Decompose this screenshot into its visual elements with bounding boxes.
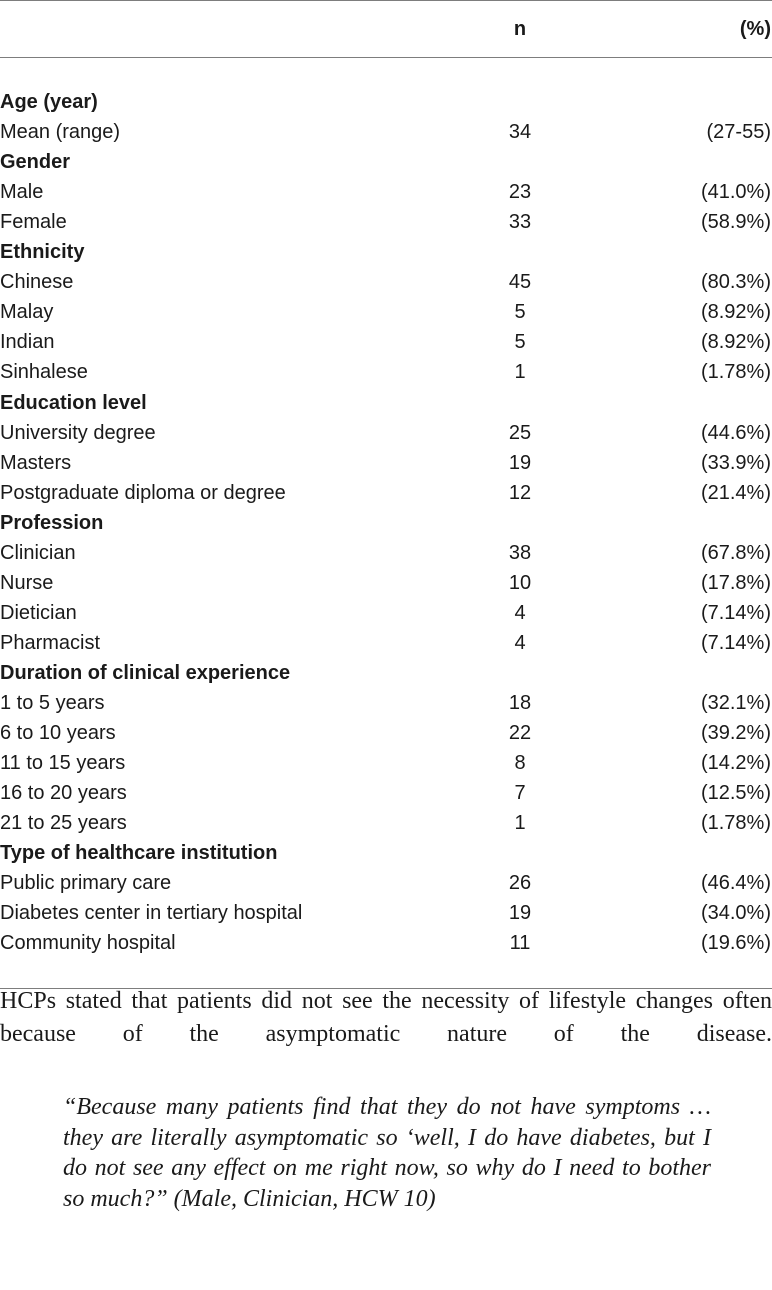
row-pct: (17.8%) bbox=[700, 571, 771, 594]
table-row bbox=[0, 688, 772, 718]
row-n: 33 bbox=[508, 211, 532, 234]
table-row bbox=[0, 328, 772, 358]
table-category-row bbox=[0, 148, 772, 178]
table-row bbox=[0, 568, 772, 598]
row-n: 4 bbox=[514, 601, 526, 624]
row-label: 16 to 20 years bbox=[0, 782, 127, 805]
row-n: 12 bbox=[508, 481, 532, 504]
row-pct: (21.4%) bbox=[700, 481, 771, 504]
row-n: 34 bbox=[508, 121, 532, 144]
category-label: Profession bbox=[0, 511, 104, 534]
row-n: 4 bbox=[514, 631, 526, 654]
row-n: 5 bbox=[514, 331, 526, 354]
row-pct: (39.2%) bbox=[700, 722, 771, 745]
row-pct: (32.1%) bbox=[700, 692, 771, 714]
table-row bbox=[0, 118, 772, 148]
category-label: Age (year) bbox=[0, 91, 98, 114]
header-label bbox=[0, 1, 470, 58]
table-spacer bbox=[0, 58, 772, 88]
row-pct: (67.8%) bbox=[700, 541, 771, 564]
category-label: Gender bbox=[0, 151, 71, 174]
row-pct: (33.9%) bbox=[700, 451, 771, 474]
table-row bbox=[0, 358, 772, 388]
row-label: Sinhalese bbox=[0, 361, 88, 384]
row-n: 7 bbox=[514, 782, 526, 805]
row-label: Chinese bbox=[0, 271, 74, 294]
row-label: Masters bbox=[0, 451, 72, 474]
row-label: 11 to 15 years bbox=[0, 752, 126, 775]
table-row bbox=[0, 268, 772, 298]
row-label: Indian bbox=[0, 331, 55, 354]
table-row bbox=[0, 809, 772, 839]
category-label: Type of healthcare institution bbox=[0, 842, 278, 865]
table-header bbox=[0, 1, 772, 58]
row-n: 10 bbox=[508, 571, 532, 594]
row-n: 18 bbox=[508, 692, 532, 714]
table-row bbox=[0, 899, 772, 929]
row-pct: (58.9%) bbox=[700, 211, 771, 234]
table-row bbox=[0, 448, 772, 478]
row-pct: (44.6%) bbox=[700, 421, 771, 444]
header-n: n bbox=[470, 1, 570, 58]
row-label: Clinician bbox=[0, 541, 76, 564]
row-pct: (7.14%) bbox=[700, 631, 771, 654]
row-n: 11 bbox=[509, 932, 531, 955]
row-label: University degree bbox=[0, 421, 156, 444]
row-label: 21 to 25 years bbox=[0, 812, 127, 835]
table-row bbox=[0, 178, 772, 208]
row-label: 6 to 10 years bbox=[0, 722, 116, 745]
row-n: 23 bbox=[508, 181, 532, 204]
row-n: 19 bbox=[508, 451, 532, 474]
row-pct: (1.78%) bbox=[700, 812, 771, 835]
row-n: 45 bbox=[508, 271, 532, 294]
table-row bbox=[0, 628, 772, 658]
table-category-row bbox=[0, 88, 772, 118]
table-row bbox=[0, 749, 772, 779]
table-row bbox=[0, 719, 772, 749]
row-label: Postgraduate diploma or degree bbox=[0, 481, 286, 504]
table-category-row bbox=[0, 839, 772, 869]
table-row bbox=[0, 478, 772, 508]
table-row bbox=[0, 869, 772, 899]
row-n: 25 bbox=[508, 421, 532, 444]
row-pct: (41.0%) bbox=[700, 181, 771, 204]
row-pct: (80.3%) bbox=[700, 271, 771, 294]
row-label: Pharmacist bbox=[0, 631, 101, 654]
row-pct: (7.14%) bbox=[700, 601, 771, 624]
row-pct: (12.5%) bbox=[700, 782, 771, 805]
category-label: Duration of clinical experience bbox=[0, 661, 291, 684]
row-pct: (46.4%) bbox=[700, 872, 771, 895]
category-label: Education level bbox=[0, 391, 147, 414]
table-category-row bbox=[0, 508, 772, 538]
category-label: Ethnicity bbox=[0, 241, 85, 264]
table-body bbox=[0, 58, 772, 989]
row-n: 19 bbox=[508, 902, 532, 925]
row-pct: (8.92%) bbox=[700, 331, 771, 354]
row-pct: (1.78%) bbox=[700, 361, 771, 384]
row-pct: (14.2%) bbox=[700, 752, 771, 775]
row-n: 8 bbox=[514, 752, 526, 775]
table-row bbox=[0, 598, 772, 628]
row-label: Nurse bbox=[0, 571, 54, 594]
table-category-row bbox=[0, 238, 772, 268]
table-category-row bbox=[0, 658, 772, 688]
row-label: Community hospital bbox=[0, 932, 176, 955]
row-pct: (34.0%) bbox=[700, 902, 771, 925]
row-pct: (27-55) bbox=[706, 121, 771, 144]
table-row bbox=[0, 298, 772, 328]
row-n: 1 bbox=[514, 361, 526, 384]
row-pct: (19.6%) bbox=[700, 932, 771, 955]
row-label: Public primary care bbox=[0, 872, 172, 895]
row-label: Male bbox=[0, 181, 44, 204]
interview-quote: “Because many patients find that they do not have symptoms … they are literally asymptomatic so ‘well, I do have diabetes, but I do not see any effect on me right now, so why do I need to bother so much?” (Male, Clinician, HCW 10) bbox=[63, 1094, 711, 1212]
row-n: 5 bbox=[514, 301, 526, 324]
header-pct: (%) bbox=[570, 1, 772, 58]
table-row bbox=[0, 929, 772, 959]
row-label: 1 to 5 years bbox=[0, 692, 105, 714]
row-label: Mean (range) bbox=[0, 121, 121, 144]
table-row bbox=[0, 538, 772, 568]
body-paragraph: HCPs stated that patients did not see the necessity of lifestyle changes often because of the asymptomatic nature of the disease. bbox=[0, 988, 772, 1047]
row-label: Dietician bbox=[0, 601, 77, 624]
row-n: 26 bbox=[508, 872, 532, 895]
row-label: Female bbox=[0, 211, 67, 234]
row-n: 1 bbox=[514, 812, 526, 835]
row-n: 22 bbox=[508, 722, 532, 745]
row-pct: (8.92%) bbox=[700, 301, 771, 324]
row-label: Malay bbox=[0, 301, 54, 324]
row-label: Diabetes center in tertiary hospital bbox=[0, 902, 303, 925]
row-n: 38 bbox=[508, 541, 532, 564]
table-row bbox=[0, 779, 772, 809]
table-row bbox=[0, 418, 772, 448]
table-row bbox=[0, 208, 772, 238]
table-category-row bbox=[0, 388, 772, 418]
